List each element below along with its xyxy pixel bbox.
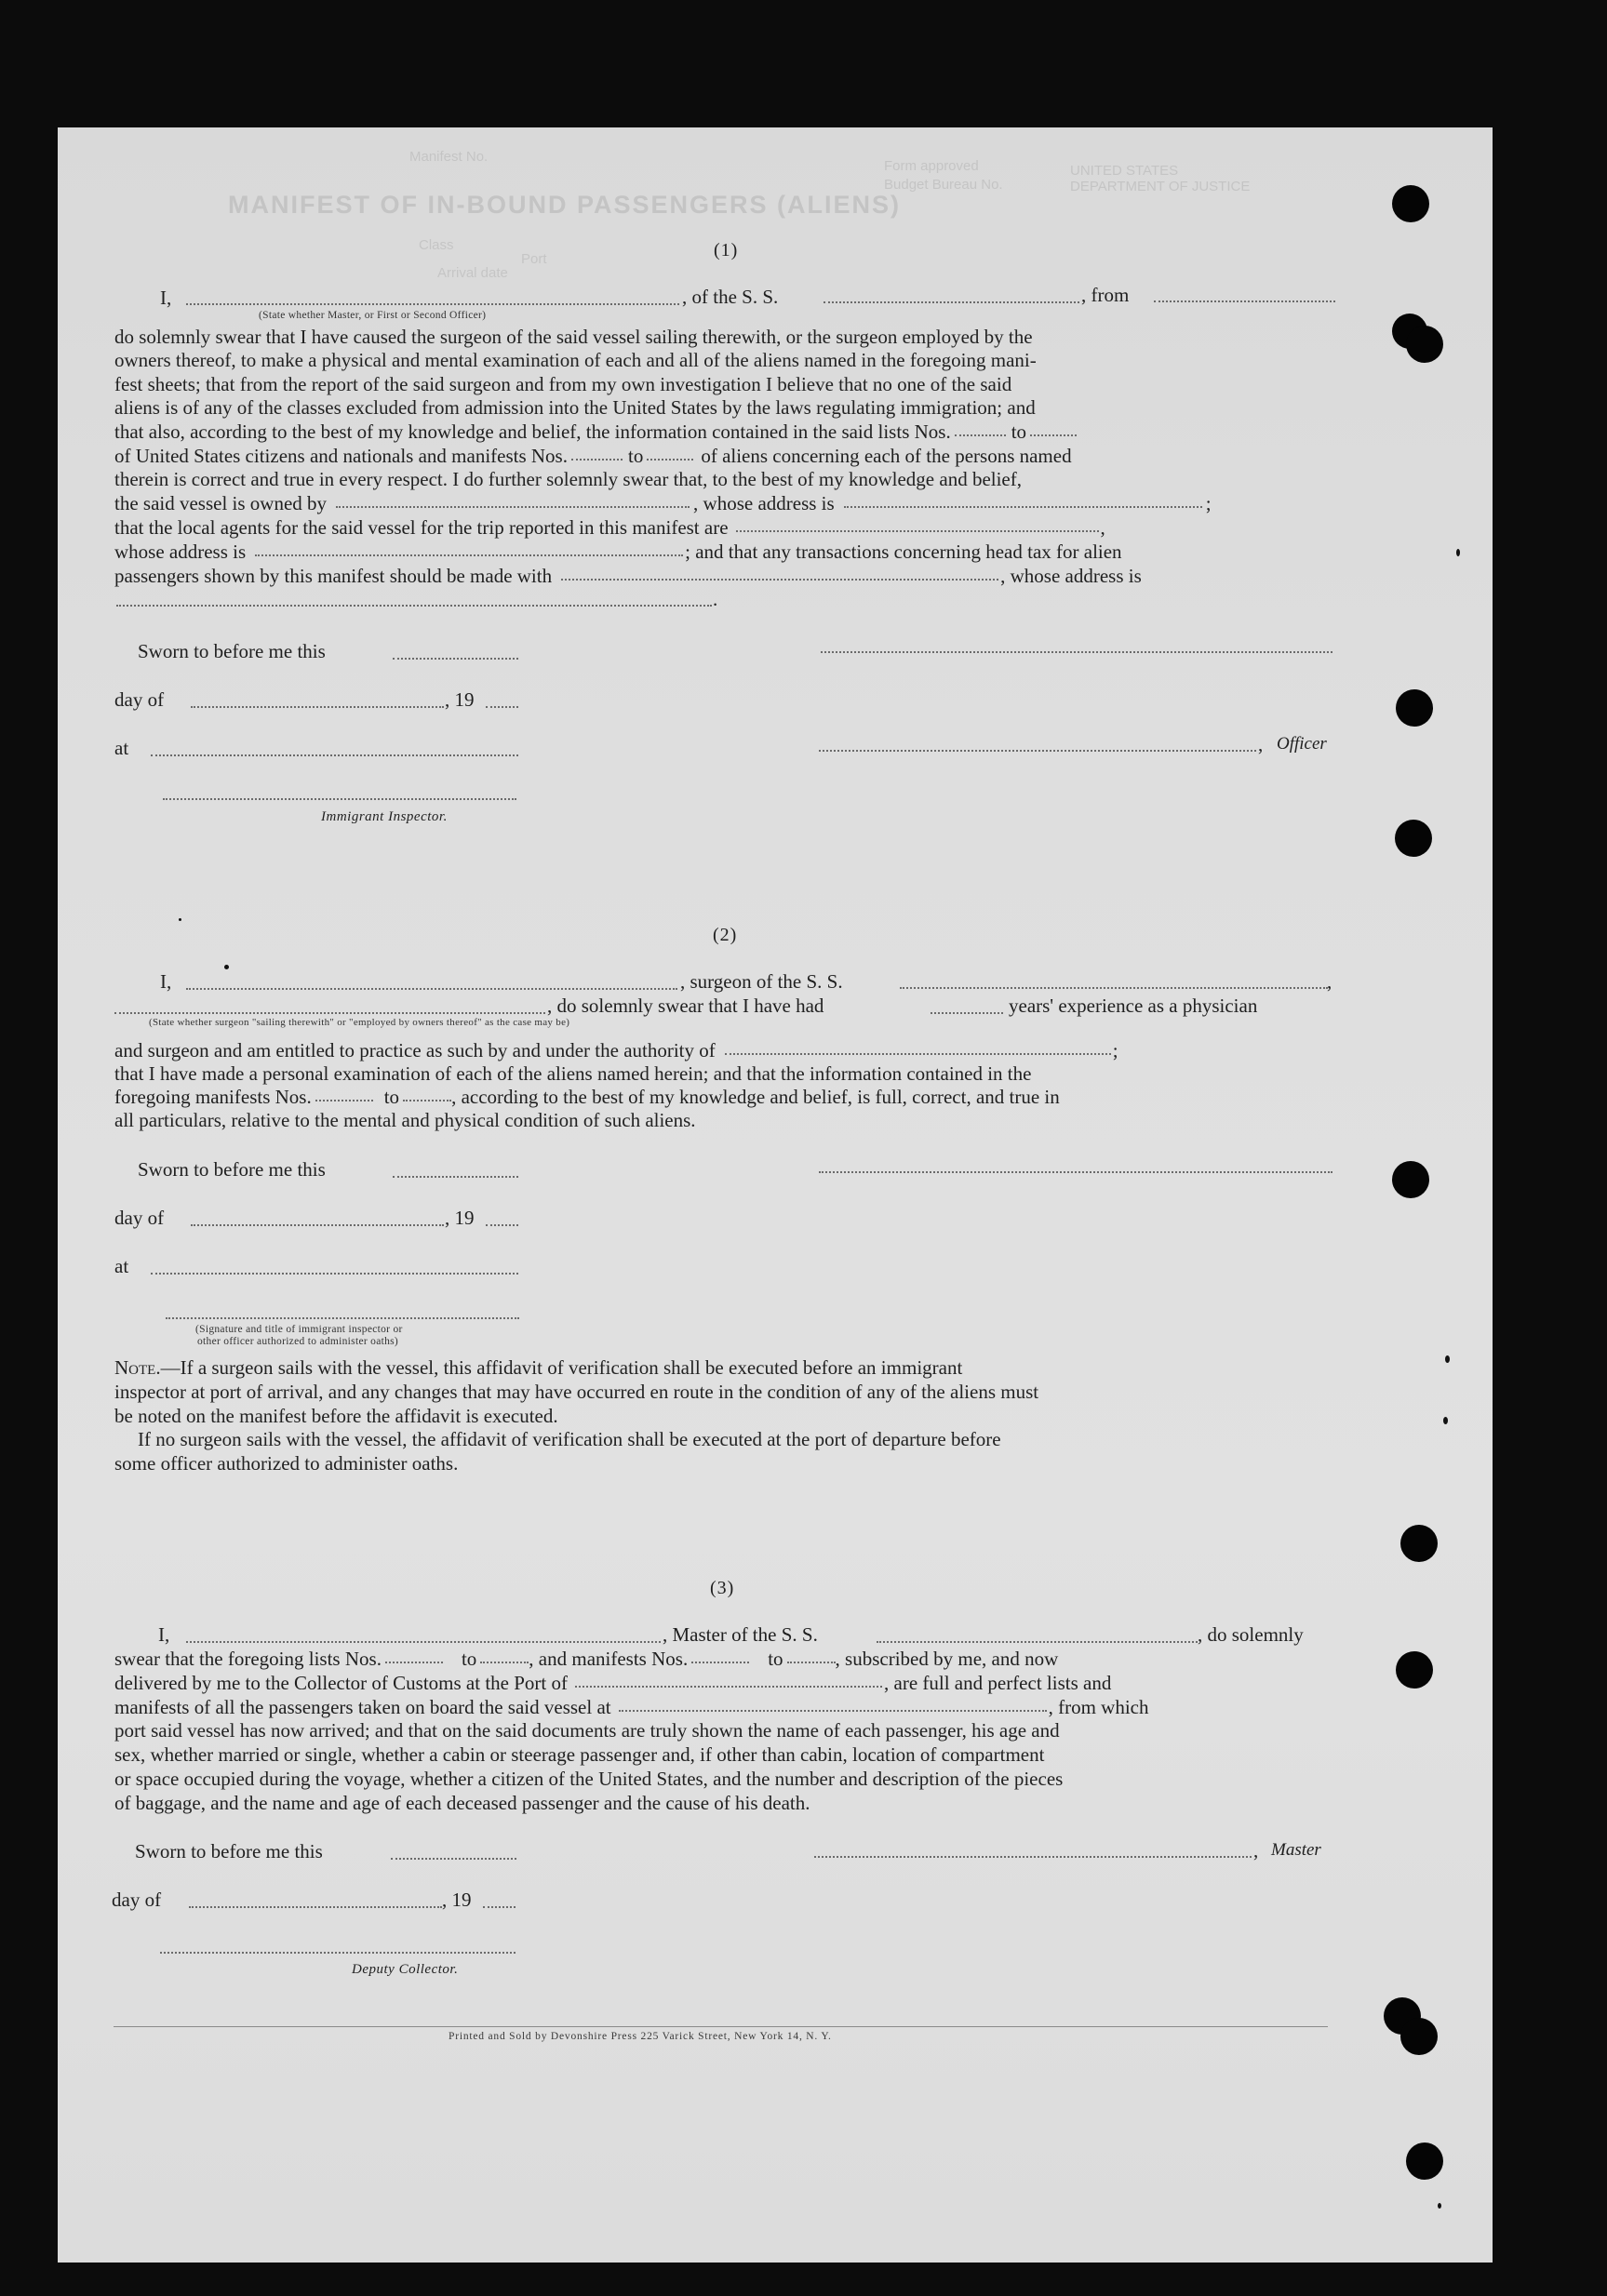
- s3-lists-text: swear that the foregoing lists Nos.: [114, 1648, 382, 1670]
- s1-inspector-caption: Immigrant Inspector.: [321, 809, 448, 824]
- punch-hole: [1406, 326, 1443, 363]
- s2-signature-blank: [819, 1171, 1332, 1173]
- s2-note-2: inspector at port of arrival, and any changes that may have occurred en route in the condition of any of the aliens must: [114, 1381, 1039, 1403]
- s3-sworn-blank: [391, 1858, 516, 1860]
- s3-collector-caption: Deputy Collector.: [352, 1962, 459, 1977]
- s1-citizens-from-blank: [571, 459, 623, 461]
- ink-speck: [1445, 1355, 1450, 1363]
- s3-lists-to-2: to: [768, 1648, 783, 1670]
- s1-para-2: owners thereof, to make a physical and mental examination of each and all of the aliens named in the foregoing mani-: [114, 349, 1037, 371]
- s1-lists-from-blank: [955, 434, 1006, 436]
- s3-manifests-text: manifests of all the passengers taken on board the said vessel at: [114, 1696, 611, 1718]
- s3-para-3: or space occupied during the voyage, whether a citizen of the United States, and the number and description of the pieces: [114, 1768, 1064, 1790]
- s2-note-label: Note.: [114, 1356, 161, 1379]
- footer-rule: [114, 2026, 1328, 2027]
- s1-agents-text: that the local agents for the said vessel for the trip reported in this manifest are: [114, 516, 729, 539]
- s2-intro-end: ,: [1327, 970, 1332, 993]
- s1-owned-address: , whose address is: [693, 492, 835, 514]
- ghost-header-arrival: Arrival date: [437, 265, 508, 281]
- s2-swear-b: years' experience as a physician: [1009, 994, 1258, 1017]
- s2-exam-line: that I have made a personal examination of each of the aliens named herein; and that the information contained in the: [114, 1062, 1032, 1085]
- s2-dayof-label: day of: [114, 1207, 165, 1229]
- s2-manifests-to-blank: [403, 1100, 451, 1101]
- s1-citizens-to-blank: [647, 459, 693, 461]
- s1-intro-ss: , of the S. S.: [682, 286, 779, 308]
- s3-nineteen: , 19: [442, 1889, 472, 1911]
- s2-at-label: at: [114, 1255, 129, 1277]
- s2-intro-surgeon: , surgeon of the S. S.: [680, 970, 843, 993]
- ink-speck: [1438, 2203, 1441, 2209]
- s3-lists-to-blank: [480, 1662, 529, 1663]
- s2-surgeon-name-blank: [186, 988, 677, 990]
- s2-authority-line: [114, 1039, 1118, 1061]
- s1-from-line: [1154, 300, 1335, 302]
- s3-dayof-blank: [189, 1906, 442, 1908]
- s2-at-blank: [151, 1273, 518, 1275]
- s2-years-blank: [931, 1012, 1003, 1014]
- s1-sworn-label: Sworn to before me this: [138, 640, 326, 662]
- s3-para-1: port said vessel has now arrived; and that on the said documents are truly shown the name of each passenger, his age and: [114, 1719, 1060, 1742]
- s1-sworn-blank: [393, 658, 518, 660]
- s2-ship-blank: [900, 987, 1328, 989]
- s2-manifests-line: [114, 1086, 1060, 1108]
- s3-port-blank: [575, 1686, 882, 1688]
- s2-note-1: [114, 1356, 1333, 1381]
- s2-note-text: —If a surgeon sails with the vessel, this affidavit of verification shall be executed before an immigrant: [160, 1356, 963, 1379]
- s3-collector-blank: [160, 1952, 516, 1954]
- punch-hole: [1396, 689, 1433, 727]
- ink-speck: [224, 965, 229, 969]
- s1-at-blank: [151, 754, 518, 756]
- s1-officer-label: Officer: [1277, 734, 1327, 754]
- s1-intro-from: , from: [1081, 284, 1130, 306]
- s1-owned-text: the said vessel is owned by: [114, 492, 328, 514]
- s1-address-tail: ; and that any transactions concerning head tax for alien: [685, 541, 1122, 563]
- s1-true-line: therein is correct and true in every respect. I do further solemnly swear that, to the best of my knowledge and belief,: [114, 468, 1022, 490]
- s2-dayof-blank: [191, 1224, 444, 1226]
- s3-ship-blank: [877, 1641, 1198, 1643]
- s1-headtax-blank: [561, 579, 998, 581]
- s1-owner-address-blank: [844, 506, 1202, 508]
- s1-lists-to-blank: [1030, 434, 1077, 436]
- s2-surgeon-caption: (State whether surgeon "sailing therewith" or "employed by owners thereof" as the case may be): [149, 1017, 570, 1028]
- s1-officer-line: [186, 303, 679, 305]
- punch-hole: [1392, 1161, 1429, 1198]
- s2-signature-caption-1: (Signature and title of immigrant inspector or: [195, 1324, 403, 1335]
- s1-address-line: [114, 541, 1122, 563]
- s1-citizens-tail: of aliens concerning each of the persons named: [701, 445, 1072, 467]
- s1-nineteen: , 19: [445, 688, 475, 711]
- s1-dayof-label: day of: [114, 688, 165, 711]
- punch-hole: [1392, 185, 1429, 222]
- s1-passengers-text: passengers shown by this manifest should be made with: [114, 565, 553, 587]
- s1-officer-caption: (State whether Master, or First or Second Officer): [259, 310, 487, 321]
- s3-intro-i: I,: [158, 1623, 170, 1646]
- ghost-header-port: Port: [521, 251, 547, 267]
- section-2-number: (2): [713, 925, 738, 945]
- s1-year-blank: [486, 706, 518, 708]
- ghost-header-manifest-no: Manifest No.: [409, 149, 489, 165]
- ink-speck: [1443, 1417, 1448, 1424]
- s1-officer-comma: ,: [1258, 733, 1264, 755]
- s2-manifests-to: to: [383, 1086, 400, 1108]
- s3-lists-from-blank: [385, 1662, 443, 1663]
- ink-speck: [179, 918, 181, 921]
- s1-at-label: at: [114, 737, 129, 759]
- s1-agents-address-blank: [255, 554, 683, 556]
- s1-passengers-tail: , whose address is: [1000, 565, 1142, 587]
- s3-intro-swear: , do solemnly: [1198, 1623, 1304, 1646]
- s3-intro-master: , Master of the S. S.: [663, 1623, 818, 1646]
- s1-citizens-line: [114, 445, 1072, 467]
- s3-manifests-line: [114, 1696, 1149, 1718]
- s2-signature-caption-2: other officer authorized to administer oaths): [197, 1336, 399, 1347]
- s2-intro-i: I,: [160, 970, 172, 993]
- s2-capacity-blank: [114, 1012, 545, 1014]
- s1-intro-i: I,: [160, 287, 172, 309]
- s1-agents-blank: [736, 530, 1099, 532]
- s3-sworn-label: Sworn to before me this: [135, 1840, 323, 1862]
- s1-passengers-line: [114, 565, 1142, 587]
- ghost-header-title: MANIFEST OF IN-BOUND PASSENGERS (ALIENS): [228, 191, 902, 219]
- s3-lists-manifests: , and manifests Nos.: [529, 1648, 689, 1670]
- s3-lists-line: [114, 1648, 1058, 1670]
- s3-para-4: of baggage, and the name and age of each deceased passenger and the cause of his death.: [114, 1792, 810, 1814]
- s3-manifests-from-blank: [691, 1662, 749, 1663]
- s1-officer-signature-blank: [819, 750, 1256, 752]
- printer-imprint: Printed and Sold by Devonshire Press 225 Varick Street, New York 14, N. Y.: [449, 2031, 832, 2042]
- s2-authority-end: ;: [1112, 1039, 1118, 1061]
- s1-lists-to: to: [1011, 420, 1027, 443]
- s1-citizens-text: of United States citizens and nationals and manifests Nos.: [114, 445, 568, 467]
- punch-hole: [1395, 820, 1432, 857]
- ghost-header-dept: DEPARTMENT OF JUSTICE: [1070, 179, 1251, 194]
- s3-lists-tail: , subscribed by me, and now: [835, 1648, 1059, 1670]
- ink-speck: [1456, 549, 1460, 556]
- s1-lists-line: [114, 420, 1077, 443]
- s3-master-name-blank: [186, 1641, 661, 1643]
- s3-dayof-label: day of: [112, 1889, 162, 1911]
- s1-final-address-blank: [116, 605, 712, 607]
- s2-year-blank: [486, 1224, 518, 1226]
- s1-signature-blank: [821, 651, 1332, 653]
- s2-manifests-from-blank: [315, 1100, 373, 1101]
- s3-year-blank: [483, 1906, 516, 1908]
- s1-owned-end: ;: [1205, 492, 1212, 514]
- s3-master-comma: ,: [1253, 1839, 1259, 1862]
- s2-sworn-label: Sworn to before me this: [138, 1158, 326, 1181]
- s2-swear-a: , do solemnly swear that I have had: [547, 994, 824, 1017]
- s1-agents-end: ,: [1100, 516, 1105, 539]
- punch-hole: [1396, 1651, 1433, 1689]
- s1-owned-line: [114, 492, 1212, 514]
- s1-dayof-blank: [191, 706, 444, 708]
- punch-hole: [1406, 2142, 1443, 2180]
- s3-delivered-line: [114, 1672, 1111, 1694]
- s2-particulars: all particulars, relative to the mental and physical condition of such aliens.: [114, 1109, 696, 1131]
- s2-note-3: be noted on the manifest before the affidavit is executed.: [114, 1405, 558, 1427]
- section-3-number: (3): [710, 1578, 735, 1598]
- s2-sworn-blank: [393, 1176, 518, 1178]
- s3-boarded-at-blank: [619, 1710, 1047, 1712]
- s3-delivered-tail: , are full and perfect lists and: [884, 1672, 1112, 1694]
- s3-master-label: Master: [1271, 1840, 1321, 1860]
- s2-inspector-blank: [166, 1317, 519, 1319]
- ghost-header-class: Class: [419, 237, 454, 253]
- s1-address-text: whose address is: [114, 541, 247, 563]
- s3-para-2: sex, whether married or single, whether a cabin or steerage passenger and, if other than cabin, location of compartment: [114, 1743, 1045, 1766]
- punch-hole: [1400, 1525, 1438, 1562]
- s1-para-1: do solemnly swear that I have caused the surgeon of the said vessel sailing therewith, or the surgeon employed by the: [114, 326, 1033, 348]
- s2-authority-text: and surgeon and am entitled to practice as such by and under the authority of: [114, 1039, 716, 1061]
- s3-manifests-tail: , from which: [1048, 1696, 1149, 1718]
- s1-citizens-to: to: [627, 445, 644, 467]
- s2-authority-blank: [725, 1053, 1111, 1055]
- s1-agents-line: [114, 516, 1105, 539]
- ghost-header-budget: Budget Bureau No.: [884, 177, 1003, 193]
- s1-final-period: .: [713, 588, 718, 610]
- s2-note-4: If no surgeon sails with the vessel, the affidavit of verification shall be executed at the port of departure before: [138, 1428, 1001, 1450]
- s1-inspector-blank: [163, 798, 516, 800]
- s2-manifests-tail: , according to the best of my knowledge and belief, is full, correct, and true in: [451, 1086, 1060, 1108]
- ghost-header-us: UNITED STATES: [1070, 163, 1179, 179]
- s2-note-5: some officer authorized to administer oaths.: [114, 1452, 459, 1475]
- s3-delivered-text: delivered by me to the Collector of Customs at the Port of: [114, 1672, 568, 1694]
- s2-nineteen: , 19: [445, 1207, 475, 1229]
- s1-lists-text: that also, according to the best of my knowledge and belief, the information contained in the said lists Nos.: [114, 420, 951, 443]
- s3-master-signature-blank: [814, 1856, 1252, 1858]
- s2-manifests-text: foregoing manifests Nos.: [114, 1086, 312, 1108]
- punch-hole: [1400, 2018, 1438, 2055]
- s1-owner-blank: [336, 506, 690, 508]
- s1-para-4: aliens is of any of the classes excluded from admission into the United States by the laws regulating immigration; and: [114, 396, 1036, 419]
- s1-ship-line: [824, 301, 1079, 303]
- s1-para-3: fest sheets; that from the report of the said surgeon and from my own investigation I believe that no one of the said: [114, 373, 1012, 395]
- section-1-number: (1): [714, 240, 739, 260]
- ghost-header-approved: Form approved: [884, 158, 979, 174]
- s3-lists-to: to: [461, 1648, 477, 1670]
- s3-manifests-to-blank: [787, 1662, 836, 1663]
